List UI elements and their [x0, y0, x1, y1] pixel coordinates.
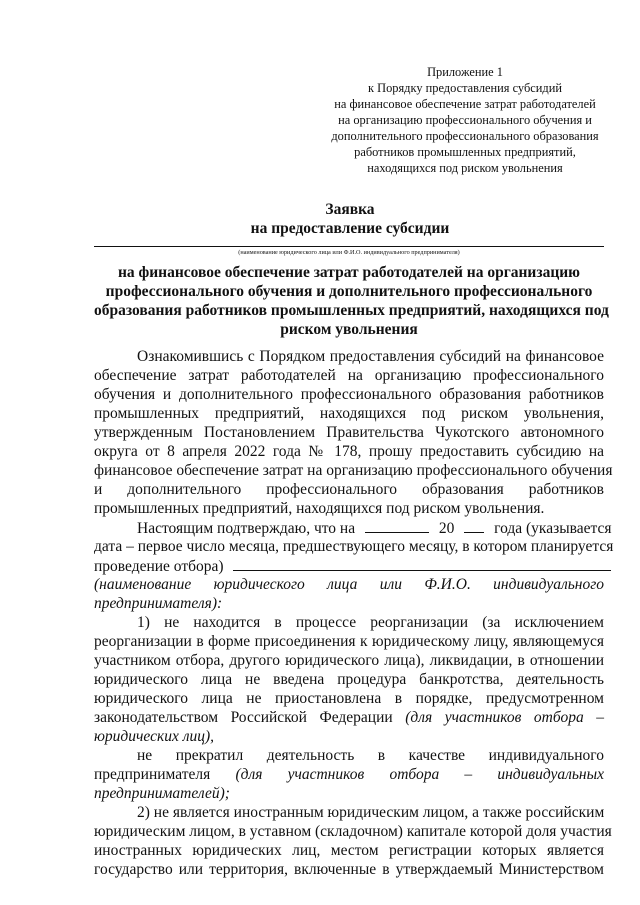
item1-text: законодательством Российской Федерации [94, 709, 393, 726]
item1-line: юридического лица не приостановлена в порядке, предусмотренном [94, 690, 604, 707]
item1-line [94, 708, 604, 727]
year-blank-field[interactable] [464, 518, 484, 533]
day-month-blank-field[interactable] [365, 518, 429, 533]
confirm-line [94, 518, 612, 537]
appendix-line: работников промышленных предприятий, [354, 145, 576, 159]
body-line: обучения и дополнительного профессионального образования работников [94, 386, 604, 403]
confirm-text: года (указывается [494, 520, 612, 537]
purpose-line: профессионального обучения и дополнительного профессионального [105, 283, 593, 300]
document-title: Заявка [325, 201, 375, 218]
appendix-line: к Порядку предоставления субсидий [368, 81, 562, 95]
appendix-line: дополнительного профессионального образования [331, 129, 599, 143]
purpose-line: риском увольнения [280, 321, 418, 338]
body-line: обеспечение затрат работодателей на организацию профессионального [94, 367, 604, 384]
applicant-name-line [94, 246, 604, 247]
confirm-year-prefix: 20 [438, 520, 455, 537]
appendix-line: Приложение 1 [427, 65, 503, 79]
confirm-text: Настоящим подтверждаю, что на [137, 520, 356, 537]
item1-note: юридических лиц), [94, 728, 215, 745]
appendix-line: на организацию профессионального обучения и [338, 113, 592, 127]
appendix-block [300, 64, 630, 176]
applicant-name-caption: (наименование юридического лица или Ф.И.О. индивидуального предпринимателя) [238, 249, 460, 256]
name-caption: (наименование юридического лица или Ф.И.О. индивидуального [94, 576, 604, 593]
body-line: промышленных предприятий, находящихся под риском увольнения, [94, 405, 604, 422]
appendix-line: находящихся под риском увольнения [367, 161, 563, 175]
purpose-line: на финансовое обеспечение затрат работодателей на организацию [117, 264, 581, 281]
item1-line: реорганизации в форме присоединения к юридическому лицу, являющемуся [94, 633, 604, 650]
purpose-line: образования работников промышленных предприятий, находящихся под [94, 302, 609, 319]
item2-line: иностранных юридических лиц, местом регистрации которых является [94, 842, 604, 859]
body-line: финансовое обеспечение затрат на организацию профессионального обучения [94, 462, 613, 479]
appendix-line: на финансовое обеспечение затрат работодателей [334, 97, 596, 111]
body-line: утвержденным Постановлением Правительства Чукотского автономного [94, 424, 604, 441]
item1-line: юридического лица не введена процедура банкротства, деятельность [94, 671, 604, 688]
item1b-text: предпринимателя [94, 766, 211, 783]
item2-line: 2) не является иностранным юридическим лицом, а также российским [137, 804, 605, 821]
item1b-line: не прекратил деятельность в качестве индивидуального [137, 747, 604, 764]
item1b-note: (для участников отбора – индивидуальных [235, 766, 604, 783]
item1-note: (для участников отбора – [405, 709, 604, 726]
name-caption: предпринимателя): [94, 595, 223, 612]
item1-line: 1) не находится в процессе реорганизации (за исключением [137, 614, 604, 631]
item1b-line [94, 765, 604, 784]
item2-line: государство или территория, включенные в утверждаемый Министерством [94, 861, 604, 878]
item2-line: юридическим лицом, в уставном (складочном) капитале которой доля участия [94, 823, 612, 840]
item1-line: участником отбора, другого юридического лица), ликвидации, в отношении [94, 652, 604, 669]
confirm-text: проведение отбора) [94, 558, 224, 575]
purpose-heading [94, 263, 609, 339]
applicant-blank-field[interactable] [233, 556, 611, 571]
document-subtitle: на предоставление субсидии [250, 220, 450, 237]
body-line: Ознакомившись с Порядком предоставления субсидий на финансовое [137, 348, 604, 365]
body-line: промышленных предприятий, находящихся под риском увольнения. [94, 500, 545, 517]
confirm-line [94, 556, 604, 575]
confirm-line: дата – первое число месяца, предшествующего месяцу, в котором планируется [94, 538, 614, 555]
body-line: округа от 8 апреля 2022 года № 178, прошу предоставить субсидию на [94, 443, 604, 460]
body-line: и дополнительного профессионального образования работников [94, 481, 604, 498]
item1b-note: предпринимателей); [94, 785, 230, 802]
